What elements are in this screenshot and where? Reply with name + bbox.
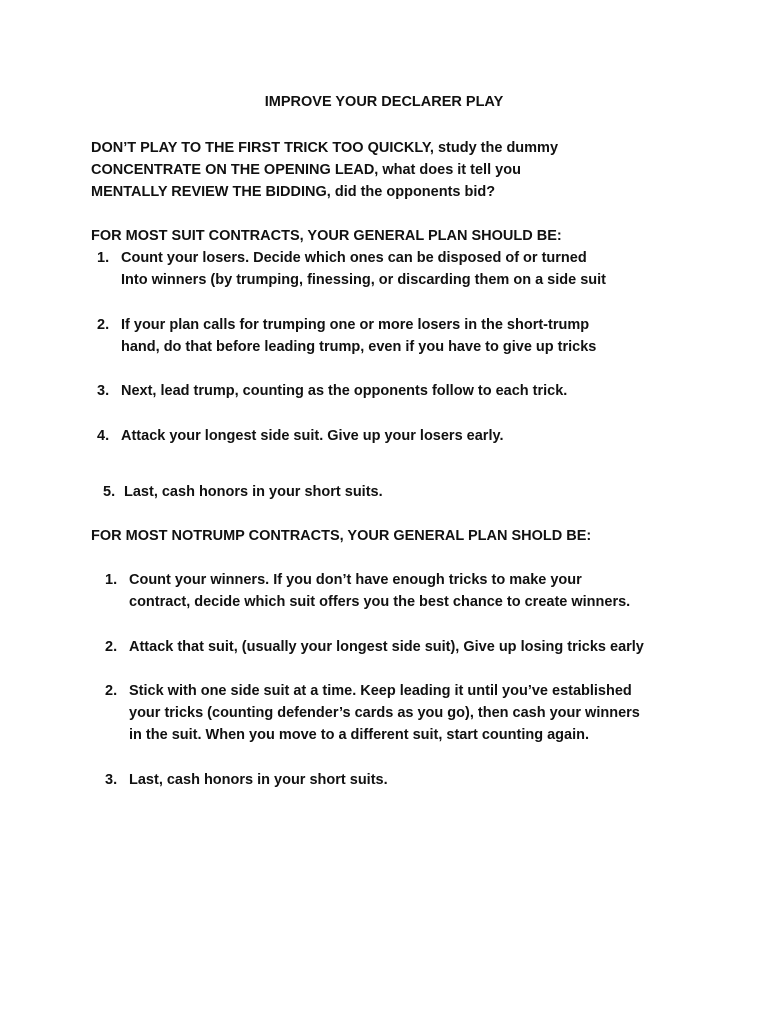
document-title: IMPROVE YOUR DECLARER PLAY [264, 94, 504, 110]
item-text: Stick with one side suit at a time. Keep leading it until you’ve established [129, 683, 632, 699]
suit-section-heading: FOR MOST SUIT CONTRACTS, YOUR GENERAL PLAN SHOULD BE: [91, 228, 562, 244]
item-number: 2. [105, 683, 118, 699]
item-number: 3. [97, 383, 110, 399]
item-number: 2. [105, 639, 118, 655]
item-number: 2. [97, 317, 110, 333]
notrump-section-heading: FOR MOST NOTRUMP CONTRACTS, YOUR GENERAL PLAN SHOLD BE: [91, 528, 592, 544]
item-number: 1. [105, 572, 118, 588]
item-text: contract, decide which suit offers you the best chance to create winners. [129, 594, 631, 610]
item-text: Count your losers. Decide which ones can be disposed of or turned [121, 250, 587, 266]
item-text: in the suit. When you move to a different suit, start counting again. [129, 727, 589, 743]
item-text: Into winners (by trumping, finessing, or discarding them on a side suit [121, 272, 606, 288]
item-text: your tricks (counting defender’s cards as you go), then cash your winners [129, 705, 640, 721]
intro-line: MENTALLY REVIEW THE BIDDING, did the opponents bid? [91, 184, 496, 200]
intro-line: CONCENTRATE ON THE OPENING LEAD, what does it tell you [91, 162, 521, 178]
item-text: Last, cash honors in your short suits. [129, 772, 388, 788]
item-number: 3. [105, 772, 118, 788]
item-text: hand, do that before leading trump, even if you have to give up tricks [121, 339, 597, 355]
item-number: 4. [97, 428, 110, 444]
item-text: Attack your longest side suit. Give up your losers early. [121, 428, 504, 444]
item-text: Next, lead trump, counting as the opponents follow to each trick. [121, 383, 568, 399]
item-text: Attack that suit, (usually your longest side suit), Give up losing tricks early [129, 639, 644, 655]
item-number: 5. [103, 484, 116, 500]
item-number: 1. [97, 250, 110, 266]
intro-line: DON’T PLAY TO THE FIRST TRICK TOO QUICKLY, study the dummy [91, 140, 559, 156]
item-text: If your plan calls for trumping one or more losers in the short-trump [121, 317, 590, 333]
item-text: Last, cash honors in your short suits. [124, 484, 383, 500]
item-text: Count your winners. If you don’t have enough tricks to make your [129, 572, 582, 588]
